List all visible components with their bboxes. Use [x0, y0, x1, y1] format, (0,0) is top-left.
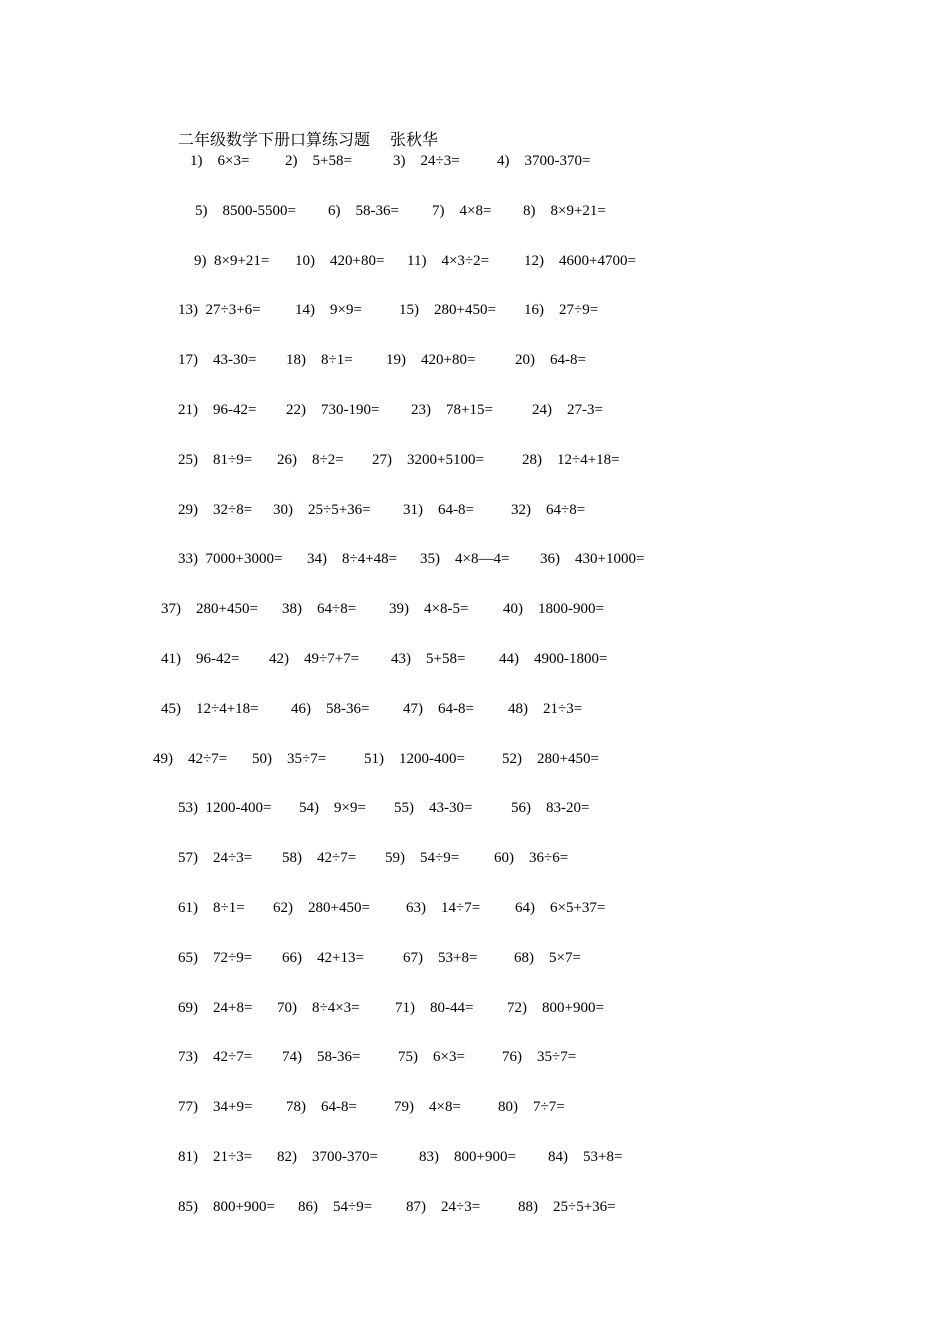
- math-problem: 47) 64-8=: [403, 700, 474, 717]
- math-problem: 57) 24÷3=: [178, 850, 253, 867]
- math-problem: 70) 8÷4×3=: [277, 999, 360, 1016]
- math-problem: 22) 730-190=: [286, 402, 380, 418]
- math-problem: 43) 5+58=: [391, 651, 466, 667]
- math-problem: 64) 6×5+37=: [515, 900, 606, 916]
- math-problem: 56) 83-20=: [511, 800, 590, 817]
- math-problem: 55) 43-30=: [394, 800, 473, 817]
- math-problem: 38) 64÷8=: [282, 601, 357, 618]
- math-problem: 1) 6×3=: [190, 153, 250, 169]
- math-problem: 65) 72÷9=: [178, 949, 253, 966]
- math-problem: 44) 4900-1800=: [499, 651, 608, 667]
- math-problem: 53) 1200-400=: [178, 800, 272, 817]
- math-problem: 32) 64÷8=: [511, 501, 586, 518]
- math-problem: 80) 7÷7=: [498, 1099, 565, 1116]
- math-problem: 48) 21÷3=: [508, 700, 583, 717]
- math-problem: 49) 42÷7=: [153, 750, 228, 767]
- math-problem: 10) 420+80=: [295, 252, 385, 269]
- math-problem: 60) 36÷6=: [494, 850, 569, 867]
- math-problem: 15) 280+450=: [399, 302, 496, 319]
- math-problem: 52) 280+450=: [502, 750, 599, 767]
- title-text: 二年级数学下册口算练习题: [178, 132, 371, 149]
- math-problem: 16) 27÷9=: [524, 302, 599, 319]
- math-problem: 20) 64-8=: [515, 352, 586, 369]
- math-problem: 74) 58-36=: [282, 1049, 361, 1066]
- math-problem: 72) 800+900=: [507, 999, 604, 1016]
- math-problem: 19) 420+80=: [386, 352, 476, 369]
- math-problem: 68) 5×7=: [514, 949, 581, 966]
- math-problem: 33) 7000+3000=: [178, 551, 283, 568]
- math-problem: 28) 12÷4+18=: [522, 451, 620, 468]
- math-problem: 78) 64-8=: [286, 1099, 357, 1116]
- math-problem: 87) 24÷3=: [406, 1198, 481, 1215]
- math-problem: 5) 8500-5500=: [195, 202, 296, 219]
- math-problem: 35) 4×8—4=: [420, 551, 510, 568]
- math-problem: 82) 3700-370=: [277, 1149, 378, 1165]
- math-problem: 83) 800+900=: [419, 1149, 516, 1165]
- math-problem: 39) 4×8-5=: [389, 601, 469, 618]
- math-problem: 66) 42+13=: [282, 949, 364, 966]
- math-problem: 24) 27-3=: [532, 402, 603, 418]
- math-problem: 77) 34+9=: [178, 1099, 253, 1116]
- math-problem: 63) 14÷7=: [406, 900, 481, 916]
- math-problem: 54) 9×9=: [299, 800, 366, 817]
- math-problem: 23) 78+15=: [411, 402, 493, 418]
- math-problem: 40) 1800-900=: [503, 601, 604, 618]
- math-problem: 34) 8÷4+48=: [307, 551, 398, 568]
- math-problem: 71) 80-44=: [395, 999, 474, 1016]
- math-problem: 4) 3700-370=: [497, 153, 591, 169]
- math-problem: 3) 24÷3=: [393, 153, 460, 169]
- math-problem: 41) 96-42=: [161, 651, 240, 667]
- math-problem: 13) 27÷3+6=: [178, 302, 261, 319]
- math-problem: 50) 35÷7=: [252, 750, 327, 767]
- math-problem: 31) 64-8=: [403, 501, 474, 518]
- math-problem: 42) 49÷7+7=: [269, 651, 360, 667]
- math-problem: 76) 35÷7=: [502, 1049, 577, 1066]
- math-problem: 69) 24+8=: [178, 999, 253, 1016]
- math-problem: 6) 58-36=: [328, 202, 399, 219]
- math-problem: 75) 6×3=: [398, 1049, 465, 1066]
- math-problem: 21) 96-42=: [178, 402, 257, 418]
- math-problem: 62) 280+450=: [273, 900, 370, 916]
- math-problem: 29) 32÷8=: [178, 501, 253, 518]
- math-problem: 26) 8÷2=: [277, 451, 344, 468]
- math-problem: 18) 8÷1=: [286, 352, 353, 369]
- math-problem: 2) 5+58=: [285, 153, 352, 169]
- math-problem: 67) 53+8=: [403, 949, 478, 966]
- math-problem: 14) 9×9=: [295, 302, 362, 319]
- author-name: 张秋华: [390, 132, 439, 149]
- math-problem: 58) 42÷7=: [282, 850, 357, 867]
- math-problem: 9) 8×9+21=: [194, 252, 270, 269]
- math-problem: 17) 43-30=: [178, 352, 257, 369]
- math-problem: 59) 54÷9=: [385, 850, 460, 867]
- math-problem: 30) 25÷5+36=: [273, 501, 371, 518]
- math-problem: 12) 4600+4700=: [524, 252, 636, 269]
- math-problem: 61) 8÷1=: [178, 900, 245, 916]
- math-problem: 36) 430+1000=: [540, 551, 645, 568]
- math-problem: 25) 81÷9=: [178, 451, 253, 468]
- math-problem: 86) 54÷9=: [298, 1198, 373, 1215]
- math-problem: 46) 58-36=: [291, 700, 370, 717]
- math-problem: 45) 12÷4+18=: [161, 700, 259, 717]
- math-problem: 88) 25÷5+36=: [518, 1198, 616, 1215]
- math-problem: 81) 21÷3=: [178, 1149, 253, 1165]
- math-problem: 79) 4×8=: [394, 1099, 461, 1116]
- worksheet-title: [178, 127, 438, 150]
- math-problem: 84) 53+8=: [548, 1149, 623, 1165]
- math-problem: 27) 3200+5100=: [372, 451, 484, 468]
- math-problem: 8) 8×9+21=: [523, 202, 606, 219]
- math-problem: 51) 1200-400=: [364, 750, 465, 767]
- math-problem: 73) 42÷7=: [178, 1049, 253, 1066]
- math-problem: 7) 4×8=: [432, 202, 492, 219]
- math-problem: 11) 4×3÷2=: [407, 252, 490, 269]
- math-problem: 85) 800+900=: [178, 1198, 275, 1215]
- math-problem: 37) 280+450=: [161, 601, 258, 618]
